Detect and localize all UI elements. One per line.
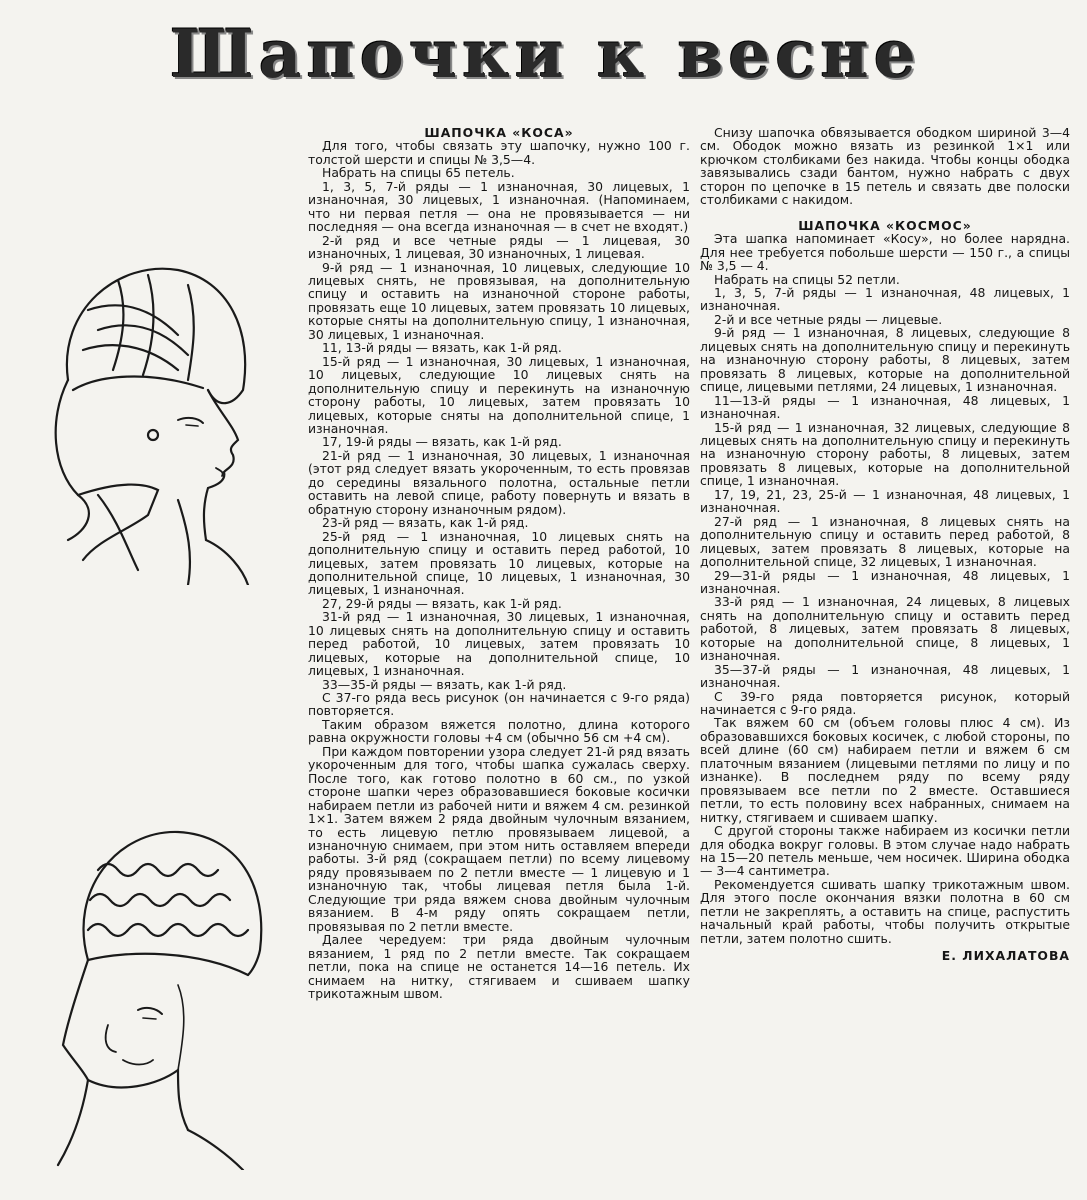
kosmos-paragraph: 17, 19, 21, 23, 25-й — 1 изнаночная, 48 лицевых, 1 изнаночная. <box>700 486 1070 516</box>
koca-title: ШАПОЧКА «КОСА» <box>424 125 574 140</box>
woman-cloche-hat-illustration <box>28 810 278 1170</box>
koca-paragraph: 21-й ряд — 1 изнаночная, 30 лицевых, 1 изнаночная (этот ряд следует вязать укороченным, то есть провязав до середины вязального полотна, остальные петли оставить на левой спице, работу повернуть и вязать в обратную сторону изнаночным рядом). <box>308 447 690 517</box>
kosmos-paragraph: 35—37-й ряды — 1 изнаночная, 48 лицевых, 1 изнаночная. <box>700 661 1070 691</box>
kosmos-title: ШАПОЧКА «КОСМОС» <box>798 217 972 233</box>
article-koca-column <box>308 126 690 1000</box>
kosmos-paragraph: Набрать на спицы 52 петли. <box>714 271 900 287</box>
kosmos-paragraph: 9-й ряд — 1 изнаночная, 8 лицевых, следующие 8 лицевых снять на дополнительную спицу и перекинуть на изнаночную сторону работы, 8 лицевых, затем провязать 8 лицевых, которые на дополнительной спице, лицевыми петлями, 24 лицевых, 1 изнаночная. <box>700 325 1070 395</box>
koca-paragraph: 25-й ряд — 1 изнаночная, 10 лицевых снять на дополнительную спицу и оставить перед работой, 10 лицевых, затем провязать 10 лицевых, которые на дополнительной спице, 10 лицевых, 1 изнаночная, 30 лицевых, 1 изнаночная. <box>308 528 690 598</box>
koca-paragraph: 23-й ряд — вязать, как 1-й ряд. <box>322 515 529 531</box>
kosmos-paragraph: 27-й ряд — 1 изнаночная, 8 лицевых снять на дополнительную спицу и оставить перед работой, 8 лицевых, затем провязать 8 лицевых, которые на дополнительной спице, 32 лицевых, 1 изнаночная. <box>700 513 1070 570</box>
koca-paragraph: 17, 19-й ряды — вязать, как 1-й ряд. <box>322 434 562 450</box>
kosmos-paragraph: Эта шапка напоминает «Косу», но более нарядна. Для нее требуется побольше шерсти — 150 г., а спицы № 3,5 — 4. <box>700 231 1070 274</box>
koca-paragraph: 2-й ряд и все четные ряды — 1 лицевая, 30 изнаночных, 1 лицевая, 30 изнаночных, 1 лицевая. <box>308 232 690 262</box>
koca-paragraph: При каждом повторении узора следует 21-й ряд вязать укороченным для того, чтобы шапка сужалась сверху. После того, как готово полотно в 60 см., по узкой стороне шапки через образовавшиеся боковые косички набираем петли из рабочей нити и вяжем 4 см. резинкой 1×1. Затем вяжем 2 ряда двойным чулочным вязанием, то есть лицевую петлю провязываем лицевой, а изнаночную снимаем, при этом нить оставляем впереди работы. 3-й ряд (сокращаем петли) по всему лицевому ряду провязываем по 2 петли вместе — 1 лицевую и 1 изнаночную так, чтобы лицевая петля была 1-й. Следующие три ряда вяжем снова двойным чулочным вязанием. В 4-м ряду опять сокращаем петли, провязывая по 2 петли вместе. <box>308 743 690 934</box>
koca-paragraph: 33—35-й ряды — вязать, как 1-й ряд. <box>322 676 567 692</box>
koca-paragraph: 27, 29-й ряды — вязать, как 1-й ряд. <box>322 595 562 611</box>
kosmos-paragraph: 15-й ряд — 1 изнаночная, 32 лицевых, следующие 8 лицевых снять на дополнительную спицу и перекинуть на изнаночную сторону работы, 8 лицевых, затем провязать 8 лицевых, которые на дополнительной спице, 1 изнаночная. <box>700 419 1070 489</box>
kosmos-paragraph: Так вяжем 60 см (объем головы плюс 4 см). Из образовавшихся боковых косичек, с любой стороны, по всей длине (60 см) набираем петли и вяжем 6 см платочным вязанием (лицевыми петлями по лицу и по изнанке). В последнем ряду по всему ряду провязываем все петли по 2 вместе. Оставшиеся петли, то есть половину всех набранных, снимаем на нитку, стягиваем и сшиваем шапку. <box>700 715 1070 825</box>
kosmos-paragraph: С 39-го ряда повторяется рисунок, который начинается с 9-го ряда. <box>700 688 1070 718</box>
kosmos-paragraph: С другой стороны также набираем из косички петли для ободка вокруг головы. В этом случае надо набрать на 15—20 петель меньше, чем носичек. Ширина ободка — 3—4 сантиметра. <box>700 823 1070 879</box>
koca-paragraph: 11, 13-й ряды — вязать, как 1-й ряд. <box>322 340 562 356</box>
koca-paragraph: Для того, чтобы связать эту шапочку, нужно 100 г. толстой шерсти и спицы № 3,5—4. <box>308 138 690 167</box>
koca-paragraph: 31-й ряд — 1 изнаночная, 30 лицевых, 1 изнаночная, 10 лицевых снять на дополнительную спицу и оставить перед работой, 10 лицевых, затем провязать 10 лицевых, которые на дополнительной спице, 10 лицевых, 1 изнаночная. <box>308 609 690 679</box>
woman-braid-hat-illustration <box>28 240 278 585</box>
koca-paragraph: 9-й ряд — 1 изнаночная, 10 лицевых, следующие 10 лицевых снять, не провязывая, на дополнительную спицу и оставить на изнаночной стороне работы, провязать еще 10 лицевых, затем провязать 10 лицевых, которые сняты на дополнительную спицу, 1 изнаночная, 30 лицевых, 1 изнаночная. <box>308 259 690 342</box>
koca-paragraph: Далее чередуем: три ряда двойным чулочным вязанием, 1 ряд по 2 петли вместе. Так сокращаем петли, пока на спице не останется 14—16 петель. Их снимаем на нитку, стягиваем и сшиваем шапку трикотажным швом. <box>308 932 690 1001</box>
kosmos-paragraph: 11—13-й ряды — 1 изнаночная, 48 лицевых, 1 изнаночная. <box>700 392 1070 422</box>
kosmos-paragraph: 2-й и все четные ряды — лицевые. <box>714 311 943 327</box>
section-gap <box>700 207 1070 219</box>
author-signature: Е. ЛИХАЛАТОВА <box>941 948 1070 964</box>
kosmos-paragraph: 33-й ряд — 1 изнаночная, 24 лицевых, 8 лицевых снять на дополнительную спицу и оставить перед работой, 8 лицевых, затем провязать 8 лицевых, которые на дополнительной спице, 8 лицевых, 1 изнаночная. <box>700 594 1070 664</box>
koca-paragraph-continued: Снизу шапочка обвязывается ободком шириной 3—4 см. Ободок можно вязать из резинкой 1×1 или крючком столбиками без накида. Чтобы концы ободка завязывались сзади бантом, нужно набрать с двух сторон по цепочке в 15 петель и связать две полоски столбиками с накидом. <box>700 125 1070 208</box>
article-kosmos-column <box>700 126 1070 963</box>
koca-paragraph: 15-й ряд — 1 изнаночная, 30 лицевых, 1 изнаночная, 10 лицевых, следующие 10 лицевых снять на дополнительную спицу и перекинуть на изнаночную сторону работы, 10 лицевых, затем провязать 10 лицевых, которые сняты на дополнительной спице, 1 изнаночная. <box>308 353 690 436</box>
headline: Шапочки к весне <box>170 15 921 93</box>
koca-paragraph: Набрать на спицы 65 петель. <box>322 165 515 181</box>
koca-paragraph: С 37-го ряда весь рисунок (он начинается с 9-го ряда) повторяется. <box>308 690 690 719</box>
koca-paragraph: 1, 3, 5, 7-й ряды — 1 изнаночная, 30 лицевых, 1 изнаночная, 30 лицевых, 1 изнаночная. (Напоминаем, что ни первая петля — она не провязывается — ни последняя — она всегда изнаночная — в счет не входят.) <box>308 178 690 235</box>
kosmos-paragraph: 29—31-й ряды — 1 изнаночная, 48 лицевых, 1 изнаночная. <box>700 567 1070 596</box>
kosmos-paragraph: Рекомендуется сшивать шапку трикотажным швом. Для этого после окончания вязки полотна в 60 см петли не закреплять, а оставить на спице, распустить начальный край работы, чтобы получить открытые петли, затем полотно сшить. <box>700 876 1070 946</box>
kosmos-paragraph: 1, 3, 5, 7-й ряды — 1 изнаночная, 48 лицевых, 1 изнаночная. <box>700 284 1070 314</box>
koca-paragraph: Таким образом вяжется полотно, длина которого равна окружности головы +4 см (обычно 56 см +4 см). <box>308 716 690 746</box>
